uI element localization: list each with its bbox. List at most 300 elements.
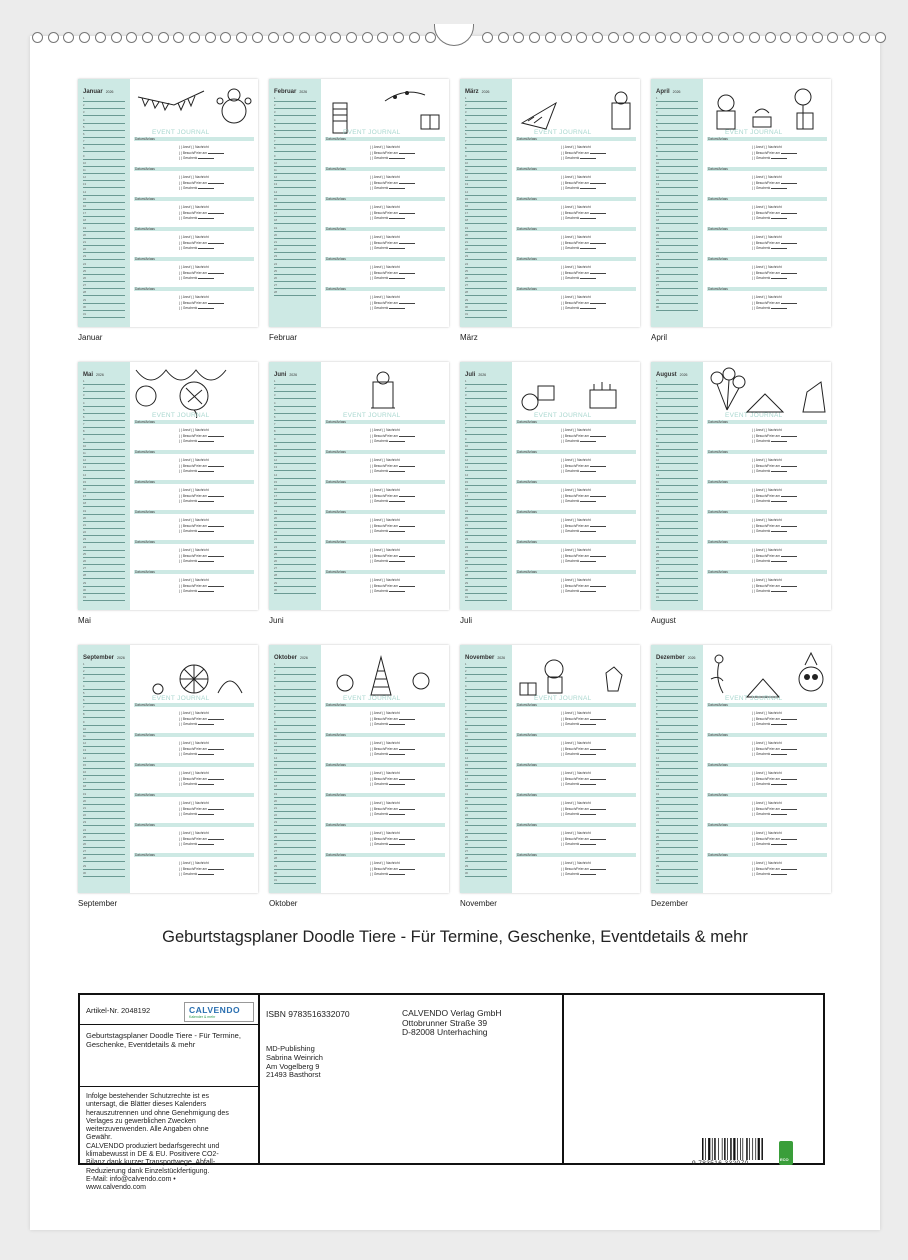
day-line[interactable]: [465, 725, 507, 726]
day-line[interactable]: [465, 187, 507, 188]
write-line[interactable]: [590, 153, 606, 154]
event-option-row[interactable]: [752, 494, 797, 498]
day-line[interactable]: [465, 600, 507, 601]
day-line[interactable]: [465, 384, 507, 385]
day-line[interactable]: [83, 151, 125, 152]
day-line[interactable]: [465, 847, 507, 848]
day-line[interactable]: [465, 151, 507, 152]
day-line[interactable]: [274, 420, 316, 421]
day-line[interactable]: [465, 101, 507, 102]
event-option-row[interactable]: [752, 156, 787, 160]
day-line[interactable]: [83, 317, 125, 318]
day-line[interactable]: [656, 542, 698, 543]
write-line[interactable]: [771, 814, 787, 815]
day-line[interactable]: [656, 398, 698, 399]
write-line[interactable]: [781, 153, 797, 154]
day-line[interactable]: [274, 406, 316, 407]
day-line[interactable]: [465, 173, 507, 174]
event-option-row[interactable]: [370, 205, 400, 209]
write-line[interactable]: [208, 586, 224, 587]
day-line[interactable]: [465, 166, 507, 167]
day-line[interactable]: [656, 797, 698, 798]
day-line[interactable]: [274, 761, 316, 762]
day-line[interactable]: [83, 571, 125, 572]
day-line[interactable]: [83, 123, 125, 124]
day-line[interactable]: [656, 550, 698, 551]
day-line[interactable]: [83, 202, 125, 203]
day-line[interactable]: [656, 303, 698, 304]
event-option-row[interactable]: [179, 717, 224, 721]
day-line[interactable]: [465, 514, 507, 515]
event-option-row[interactable]: [370, 156, 405, 160]
day-line[interactable]: [465, 413, 507, 414]
write-line[interactable]: [590, 556, 606, 557]
day-line[interactable]: [465, 564, 507, 565]
day-line[interactable]: [274, 434, 316, 435]
day-line[interactable]: [274, 166, 316, 167]
event-option-row[interactable]: [752, 434, 797, 438]
event-option-row[interactable]: [370, 807, 415, 811]
write-line[interactable]: [198, 188, 214, 189]
day-line[interactable]: [274, 456, 316, 457]
write-line[interactable]: [781, 496, 797, 497]
write-line[interactable]: [590, 719, 606, 720]
day-line[interactable]: [83, 761, 125, 762]
day-line[interactable]: [83, 725, 125, 726]
event-option-row[interactable]: [370, 524, 415, 528]
event-entry[interactable]: [516, 420, 636, 446]
event-entry[interactable]: [325, 480, 445, 506]
day-line[interactable]: [656, 144, 698, 145]
event-option-row[interactable]: [179, 524, 224, 528]
write-line[interactable]: [399, 556, 415, 557]
write-line[interactable]: [771, 471, 787, 472]
event-option-row[interactable]: [561, 578, 591, 582]
day-line[interactable]: [274, 413, 316, 414]
event-option-row[interactable]: [752, 306, 787, 310]
event-option-row[interactable]: [752, 554, 797, 558]
day-line[interactable]: [83, 840, 125, 841]
event-entry[interactable]: [516, 480, 636, 506]
day-line[interactable]: [83, 195, 125, 196]
day-line[interactable]: [656, 506, 698, 507]
write-line[interactable]: [771, 278, 787, 279]
event-option-row[interactable]: [561, 752, 596, 756]
write-line[interactable]: [580, 724, 596, 725]
event-entry[interactable]: [707, 197, 827, 223]
event-option-row[interactable]: [370, 494, 415, 498]
day-line[interactable]: [656, 578, 698, 579]
day-line[interactable]: [656, 689, 698, 690]
day-line[interactable]: [656, 252, 698, 253]
day-line[interactable]: [83, 209, 125, 210]
day-line[interactable]: [656, 883, 698, 884]
event-option-row[interactable]: [561, 301, 606, 305]
write-line[interactable]: [389, 501, 405, 502]
day-line[interactable]: [656, 442, 698, 443]
day-line[interactable]: [656, 696, 698, 697]
event-entry[interactable]: [325, 450, 445, 476]
write-line[interactable]: [781, 586, 797, 587]
day-line[interactable]: [274, 108, 316, 109]
event-option-row[interactable]: [752, 265, 782, 269]
day-line[interactable]: [465, 667, 507, 668]
day-line[interactable]: [274, 586, 316, 587]
day-line[interactable]: [274, 216, 316, 217]
day-line[interactable]: [465, 281, 507, 282]
write-line[interactable]: [389, 188, 405, 189]
event-option-row[interactable]: [179, 434, 224, 438]
day-line[interactable]: [465, 303, 507, 304]
write-line[interactable]: [389, 248, 405, 249]
event-entry[interactable]: [707, 257, 827, 283]
event-option-row[interactable]: [752, 867, 797, 871]
day-line[interactable]: [274, 398, 316, 399]
day-line[interactable]: [656, 449, 698, 450]
write-line[interactable]: [198, 158, 214, 159]
event-option-row[interactable]: [561, 842, 596, 846]
write-line[interactable]: [781, 273, 797, 274]
day-line[interactable]: [465, 202, 507, 203]
event-option-row[interactable]: [179, 235, 209, 239]
write-line[interactable]: [389, 531, 405, 532]
day-line[interactable]: [274, 123, 316, 124]
write-line[interactable]: [580, 441, 596, 442]
event-option-row[interactable]: [561, 559, 596, 563]
write-line[interactable]: [198, 754, 214, 755]
event-option-row[interactable]: [752, 469, 787, 473]
day-line[interactable]: [465, 267, 507, 268]
day-line[interactable]: [83, 703, 125, 704]
day-line[interactable]: [465, 557, 507, 558]
day-line[interactable]: [465, 542, 507, 543]
day-line[interactable]: [656, 159, 698, 160]
day-line[interactable]: [83, 506, 125, 507]
event-option-row[interactable]: [370, 145, 400, 149]
event-option-row[interactable]: [179, 301, 224, 305]
event-option-row[interactable]: [179, 842, 214, 846]
event-option-row[interactable]: [561, 872, 596, 876]
day-line[interactable]: [274, 557, 316, 558]
event-option-row[interactable]: [179, 548, 209, 552]
event-option-row[interactable]: [752, 216, 787, 220]
event-option-row[interactable]: [752, 175, 782, 179]
event-option-row[interactable]: [179, 812, 214, 816]
event-option-row[interactable]: [561, 186, 596, 190]
write-line[interactable]: [399, 183, 415, 184]
write-line[interactable]: [781, 526, 797, 527]
day-line[interactable]: [274, 667, 316, 668]
event-option-row[interactable]: [370, 216, 405, 220]
event-option-row[interactable]: [179, 801, 209, 805]
day-line[interactable]: [656, 259, 698, 260]
day-line[interactable]: [465, 449, 507, 450]
day-line[interactable]: [83, 310, 125, 311]
write-line[interactable]: [590, 436, 606, 437]
event-entry[interactable]: [325, 137, 445, 163]
day-line[interactable]: [656, 825, 698, 826]
event-option-row[interactable]: [561, 741, 591, 745]
day-line[interactable]: [274, 854, 316, 855]
write-line[interactable]: [389, 441, 405, 442]
day-line[interactable]: [656, 115, 698, 116]
day-line[interactable]: [656, 245, 698, 246]
day-line[interactable]: [656, 202, 698, 203]
event-entry[interactable]: [707, 420, 827, 446]
day-line[interactable]: [465, 797, 507, 798]
event-option-row[interactable]: [370, 211, 415, 215]
event-option-row[interactable]: [370, 276, 405, 280]
event-option-row[interactable]: [561, 265, 591, 269]
day-line[interactable]: [465, 295, 507, 296]
day-line[interactable]: [465, 238, 507, 239]
event-option-row[interactable]: [370, 265, 400, 269]
day-line[interactable]: [83, 710, 125, 711]
day-line[interactable]: [465, 470, 507, 471]
event-option-row[interactable]: [561, 241, 606, 245]
day-line[interactable]: [274, 696, 316, 697]
day-line[interactable]: [465, 434, 507, 435]
event-option-row[interactable]: [179, 265, 209, 269]
write-line[interactable]: [590, 273, 606, 274]
event-entry[interactable]: [707, 227, 827, 253]
day-line[interactable]: [656, 789, 698, 790]
day-line[interactable]: [83, 578, 125, 579]
write-line[interactable]: [580, 188, 596, 189]
event-entry[interactable]: [325, 793, 445, 819]
event-option-row[interactable]: [752, 861, 782, 865]
event-option-row[interactable]: [561, 801, 591, 805]
day-line[interactable]: [656, 195, 698, 196]
write-line[interactable]: [771, 591, 787, 592]
day-line[interactable]: [83, 281, 125, 282]
event-option-row[interactable]: [179, 306, 214, 310]
event-option-row[interactable]: [370, 469, 405, 473]
event-option-row[interactable]: [561, 488, 591, 492]
event-option-row[interactable]: [179, 872, 214, 876]
write-line[interactable]: [208, 303, 224, 304]
event-option-row[interactable]: [561, 235, 591, 239]
day-line[interactable]: [274, 521, 316, 522]
event-option-row[interactable]: [370, 235, 400, 239]
day-line[interactable]: [656, 739, 698, 740]
day-line[interactable]: [83, 295, 125, 296]
write-line[interactable]: [580, 218, 596, 219]
event-option-row[interactable]: [561, 747, 606, 751]
write-line[interactable]: [399, 466, 415, 467]
write-line[interactable]: [389, 278, 405, 279]
day-line[interactable]: [656, 535, 698, 536]
event-entry[interactable]: [134, 420, 254, 446]
day-line[interactable]: [274, 195, 316, 196]
event-option-row[interactable]: [561, 458, 591, 462]
day-line[interactable]: [83, 427, 125, 428]
day-line[interactable]: [83, 173, 125, 174]
write-line[interactable]: [389, 591, 405, 592]
day-line[interactable]: [274, 427, 316, 428]
day-line[interactable]: [274, 391, 316, 392]
day-line[interactable]: [274, 259, 316, 260]
day-line[interactable]: [465, 252, 507, 253]
day-line[interactable]: [656, 861, 698, 862]
day-line[interactable]: [274, 535, 316, 536]
day-line[interactable]: [274, 782, 316, 783]
day-line[interactable]: [83, 492, 125, 493]
event-option-row[interactable]: [752, 246, 787, 250]
day-line[interactable]: [656, 811, 698, 812]
event-option-row[interactable]: [561, 518, 591, 522]
event-option-row[interactable]: [752, 711, 782, 715]
day-line[interactable]: [465, 406, 507, 407]
event-entry[interactable]: [516, 733, 636, 759]
day-line[interactable]: [656, 166, 698, 167]
day-line[interactable]: [83, 804, 125, 805]
day-line[interactable]: [83, 593, 125, 594]
event-option-row[interactable]: [179, 837, 224, 841]
event-entry[interactable]: [134, 257, 254, 283]
event-option-row[interactable]: [752, 524, 797, 528]
write-line[interactable]: [208, 526, 224, 527]
day-line[interactable]: [656, 710, 698, 711]
day-line[interactable]: [274, 514, 316, 515]
event-entry[interactable]: [134, 570, 254, 596]
event-option-row[interactable]: [752, 777, 797, 781]
event-entry[interactable]: [325, 510, 445, 536]
day-line[interactable]: [274, 478, 316, 479]
event-entry[interactable]: [707, 137, 827, 163]
day-line[interactable]: [274, 789, 316, 790]
event-entry[interactable]: [134, 733, 254, 759]
event-option-row[interactable]: [370, 867, 415, 871]
day-line[interactable]: [83, 861, 125, 862]
event-option-row[interactable]: [179, 211, 224, 215]
write-line[interactable]: [389, 784, 405, 785]
event-option-row[interactable]: [752, 548, 782, 552]
day-line[interactable]: [656, 173, 698, 174]
day-line[interactable]: [83, 689, 125, 690]
event-option-row[interactable]: [370, 554, 415, 558]
day-line[interactable]: [465, 463, 507, 464]
day-line[interactable]: [656, 151, 698, 152]
day-line[interactable]: [83, 782, 125, 783]
day-line[interactable]: [274, 101, 316, 102]
day-line[interactable]: [274, 288, 316, 289]
day-line[interactable]: [83, 528, 125, 529]
day-line[interactable]: [83, 238, 125, 239]
day-line[interactable]: [465, 485, 507, 486]
day-line[interactable]: [656, 137, 698, 138]
write-line[interactable]: [781, 719, 797, 720]
event-entry[interactable]: [516, 167, 636, 193]
day-line[interactable]: [274, 689, 316, 690]
day-line[interactable]: [465, 180, 507, 181]
day-line[interactable]: [656, 869, 698, 870]
event-option-row[interactable]: [752, 842, 787, 846]
write-line[interactable]: [590, 526, 606, 527]
write-line[interactable]: [590, 809, 606, 810]
day-line[interactable]: [656, 564, 698, 565]
day-line[interactable]: [656, 746, 698, 747]
write-line[interactable]: [399, 809, 415, 810]
event-option-row[interactable]: [179, 271, 224, 275]
event-option-row[interactable]: [561, 246, 596, 250]
event-entry[interactable]: [707, 823, 827, 849]
event-option-row[interactable]: [752, 584, 797, 588]
event-entry[interactable]: [516, 570, 636, 596]
event-option-row[interactable]: [752, 151, 797, 155]
event-option-row[interactable]: [370, 271, 415, 275]
day-line[interactable]: [656, 413, 698, 414]
day-line[interactable]: [274, 578, 316, 579]
day-line[interactable]: [83, 869, 125, 870]
event-option-row[interactable]: [370, 837, 415, 841]
write-line[interactable]: [580, 784, 596, 785]
write-line[interactable]: [771, 308, 787, 309]
write-line[interactable]: [590, 303, 606, 304]
day-line[interactable]: [83, 739, 125, 740]
day-line[interactable]: [656, 847, 698, 848]
event-option-row[interactable]: [561, 151, 606, 155]
write-line[interactable]: [399, 213, 415, 214]
day-line[interactable]: [83, 674, 125, 675]
event-entry[interactable]: [134, 450, 254, 476]
event-option-row[interactable]: [370, 584, 415, 588]
event-option-row[interactable]: [179, 711, 209, 715]
event-option-row[interactable]: [561, 812, 596, 816]
day-line[interactable]: [465, 681, 507, 682]
day-line[interactable]: [274, 674, 316, 675]
event-entry[interactable]: [134, 510, 254, 536]
event-option-row[interactable]: [561, 711, 591, 715]
write-line[interactable]: [389, 218, 405, 219]
event-option-row[interactable]: [752, 771, 782, 775]
day-line[interactable]: [83, 825, 125, 826]
day-line[interactable]: [83, 768, 125, 769]
event-option-row[interactable]: [179, 156, 214, 160]
day-line[interactable]: [274, 681, 316, 682]
day-line[interactable]: [274, 825, 316, 826]
day-line[interactable]: [656, 492, 698, 493]
day-line[interactable]: [83, 252, 125, 253]
day-line[interactable]: [465, 717, 507, 718]
write-line[interactable]: [208, 719, 224, 720]
event-option-row[interactable]: [561, 145, 591, 149]
event-option-row[interactable]: [752, 529, 787, 533]
write-line[interactable]: [590, 869, 606, 870]
day-line[interactable]: [274, 768, 316, 769]
event-option-row[interactable]: [752, 722, 787, 726]
day-line[interactable]: [274, 506, 316, 507]
day-line[interactable]: [274, 130, 316, 131]
day-line[interactable]: [274, 492, 316, 493]
day-line[interactable]: [274, 274, 316, 275]
event-entry[interactable]: [134, 227, 254, 253]
day-line[interactable]: [274, 137, 316, 138]
day-line[interactable]: [465, 216, 507, 217]
write-line[interactable]: [399, 779, 415, 780]
event-option-row[interactable]: [370, 246, 405, 250]
day-line[interactable]: [465, 746, 507, 747]
event-entry[interactable]: [707, 763, 827, 789]
event-option-row[interactable]: [370, 464, 415, 468]
event-option-row[interactable]: [561, 156, 596, 160]
event-option-row[interactable]: [752, 741, 782, 745]
day-line[interactable]: [465, 420, 507, 421]
day-line[interactable]: [274, 267, 316, 268]
event-option-row[interactable]: [752, 301, 797, 305]
event-option-row[interactable]: [561, 548, 591, 552]
day-line[interactable]: [274, 840, 316, 841]
